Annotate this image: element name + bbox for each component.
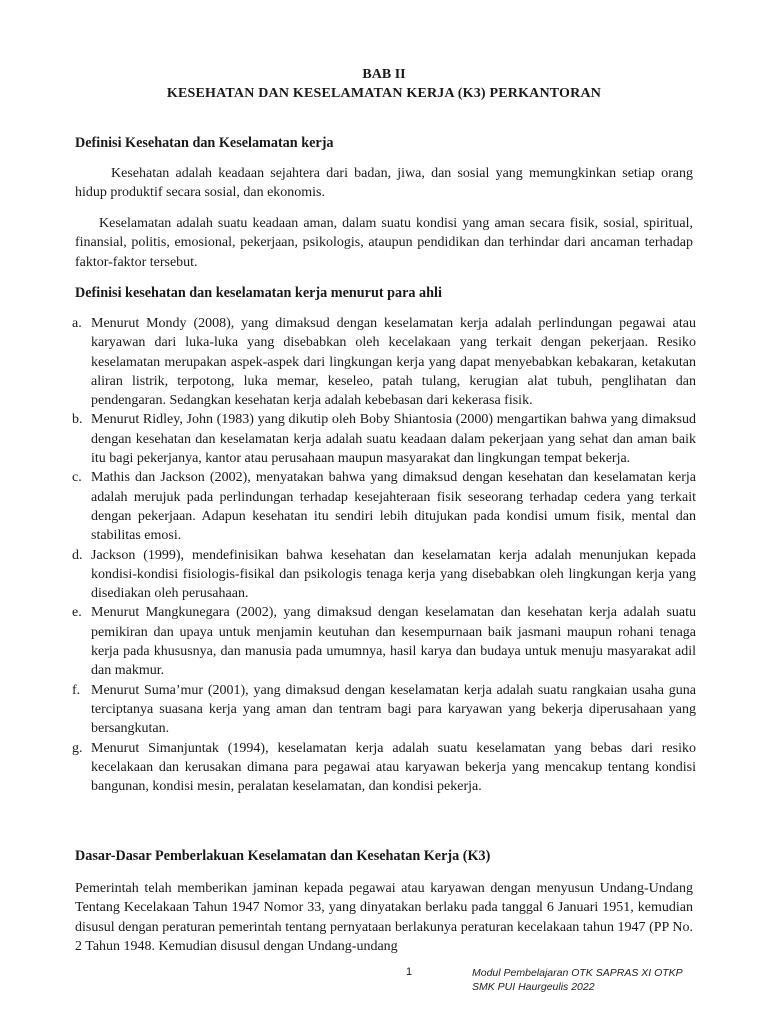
section-heading-expert-definitions: Definisi kesehatan dan keselamatan kerja menurut para ahli (75, 285, 442, 301)
expert-definitions-list (72, 314, 696, 796)
list-marker: g. (72, 740, 83, 756)
chapter-number: BAB II (362, 67, 406, 82)
list-item-text: Mathis dan Jackson (2002), menyatakan bahwa yang dimaksud dengan kesehatan dan keselamatan kerja adalah merujuk pada perlindungan terhadap kesejahteraan fisik seseorang terhadap cedera yang terkait dengan pekerjaan. Adapun kesehatan itu sendiri lebih ditujukan pada kondisi umum fisik, mental dan stabilitas emosi. (91, 470, 696, 544)
list-item (72, 546, 696, 604)
list-marker: d. (72, 547, 83, 563)
list-item (72, 739, 696, 797)
list-marker: b. (72, 412, 83, 428)
paragraph-safety-definition: Keselamatan adalah suatu keadaan aman, dalam suatu kondisi yang aman secara fisik, sosial, spiritual, finansial, politis, emosional, pekerjaan, psikologis, ataupun pendidikan dan terhindar dari ancaman terhadap faktor-faktor tersebut. (75, 216, 693, 270)
page-number: 1 (406, 966, 413, 978)
footer-module-title: Modul Pembelajaran OTK SAPRAS XI OTKP (472, 967, 683, 979)
list-item-text: Menurut Mangkunegara (2002), yang dimaksud dengan keselamatan dan kesehatan kerja adalah suatu pemikiran dan upaya untuk menjamin keutuhan dan kesempurnaan baik jasmani maupun rohani tenaga kerja pada khususnya, dan manusia pada umumnya, hasil karya dan budaya untuk menuju masyarakat adil dan makmur. (91, 605, 696, 679)
list-marker: c. (72, 470, 82, 486)
paragraph-health-definition: Kesehatan adalah keadaan sejahtera dari badan, jiwa, dan sosial yang memungkinkan setiap orang hidup produktif secara sosial, dan ekonomis. (75, 166, 693, 201)
paragraph-legal-basis: Pemerintah telah memberikan jaminan kepada pegawai atau karyawan dengan menyusun Undang-Undang Tentang Kecelakaan Tahun 1947 Nomor 33, yang dinyatakan berlaku pada tanggal 6 Januari 1951, kemudian disusul dengan peraturan pemerintah tentang pernyataan berlakunya peraturan kecelakaan tahun 1947 (PP No. 2 Tahun 1948. Kemudian disusul dengan Undang-undang (75, 881, 693, 954)
list-item (72, 468, 696, 545)
footer-school-name: SMK PUI Haurgeulis 2022 (472, 981, 595, 993)
list-item (72, 681, 696, 739)
chapter-title: KESEHATAN DAN KESELAMATAN KERJA (K3) PERKANTORAN (166, 86, 602, 101)
footer-module-info (472, 966, 683, 994)
section-heading-definition: Definisi Kesehatan dan Keselamatan kerja (75, 135, 334, 151)
list-item-text: Menurut Suma’mur (2001), yang dimaksud dengan keselamatan kerja adalah suatu rangkaian usaha guna terciptanya suasana kerja yang aman dan tentram bagi para karyawan yang bekerja diperusahaan yang bersangkutan. (91, 682, 696, 737)
list-marker: a. (72, 316, 82, 331)
list-item (72, 410, 696, 468)
list-item (72, 314, 696, 410)
list-item-text: Jackson (1999), mendefinisikan bahwa kesehatan dan keselamatan kerja adalah menunjukan kepada kondisi-kondisi fisiologis-fisikal dan psikologis tenaga kerja yang disebabkan oleh lingkungan kerja yang disediakan oleh perusahaan. (91, 547, 696, 602)
list-item-text: Menurut Mondy (2008), yang dimaksud dengan keselamatan kerja adalah perlindungan pegawai atau karyawan dari luka-luka yang disebabkan oleh kecelakaan yang terkait dengan pekerjaan. Resiko keselamatan merupakan aspek-aspek dari lingkungan kerja yang dapat menyebabkan kebakaran, ketakutan aliran listrik, terpotong, luka memar, keseleo, patah tulang, kerugian alat tubuh, penglihatan dan pendengaran. Sedangkan kesehatan kerja adalah kebebasan dari kekerasa fisik. (91, 316, 696, 409)
list-marker: f. (72, 682, 81, 698)
list-item-text: Menurut Simanjuntak (1994), keselamatan kerja adalah suatu keselamatan yang bebas dari resiko kecelakaan dan kerusakan dimana para pegawai atau karyawan bekerja yang mencakup tentang kondisi bangunan, kondisi mesin, peralatan keselamatan, dan kondisi pekerja. (91, 740, 696, 795)
section-heading-legal-basis: Dasar-Dasar Pemberlakuan Keselamatan dan Kesehatan Kerja (K3) (75, 848, 491, 864)
list-item (72, 603, 696, 680)
list-marker: e. (72, 605, 82, 621)
list-item-text: Menurut Ridley, John (1983) yang dikutip oleh Boby Shiantosia (2000) mengartikan bahwa yang dimaksud dengan kesehatan dan keselamatan kerja adalah suatu keadaan dalam pekerjaan yang sehat dan aman baik itu bagi pekerjanya, kantor atau perusahaan maupun masyarakat dan lingkungan tempat bekerja. (91, 412, 696, 467)
